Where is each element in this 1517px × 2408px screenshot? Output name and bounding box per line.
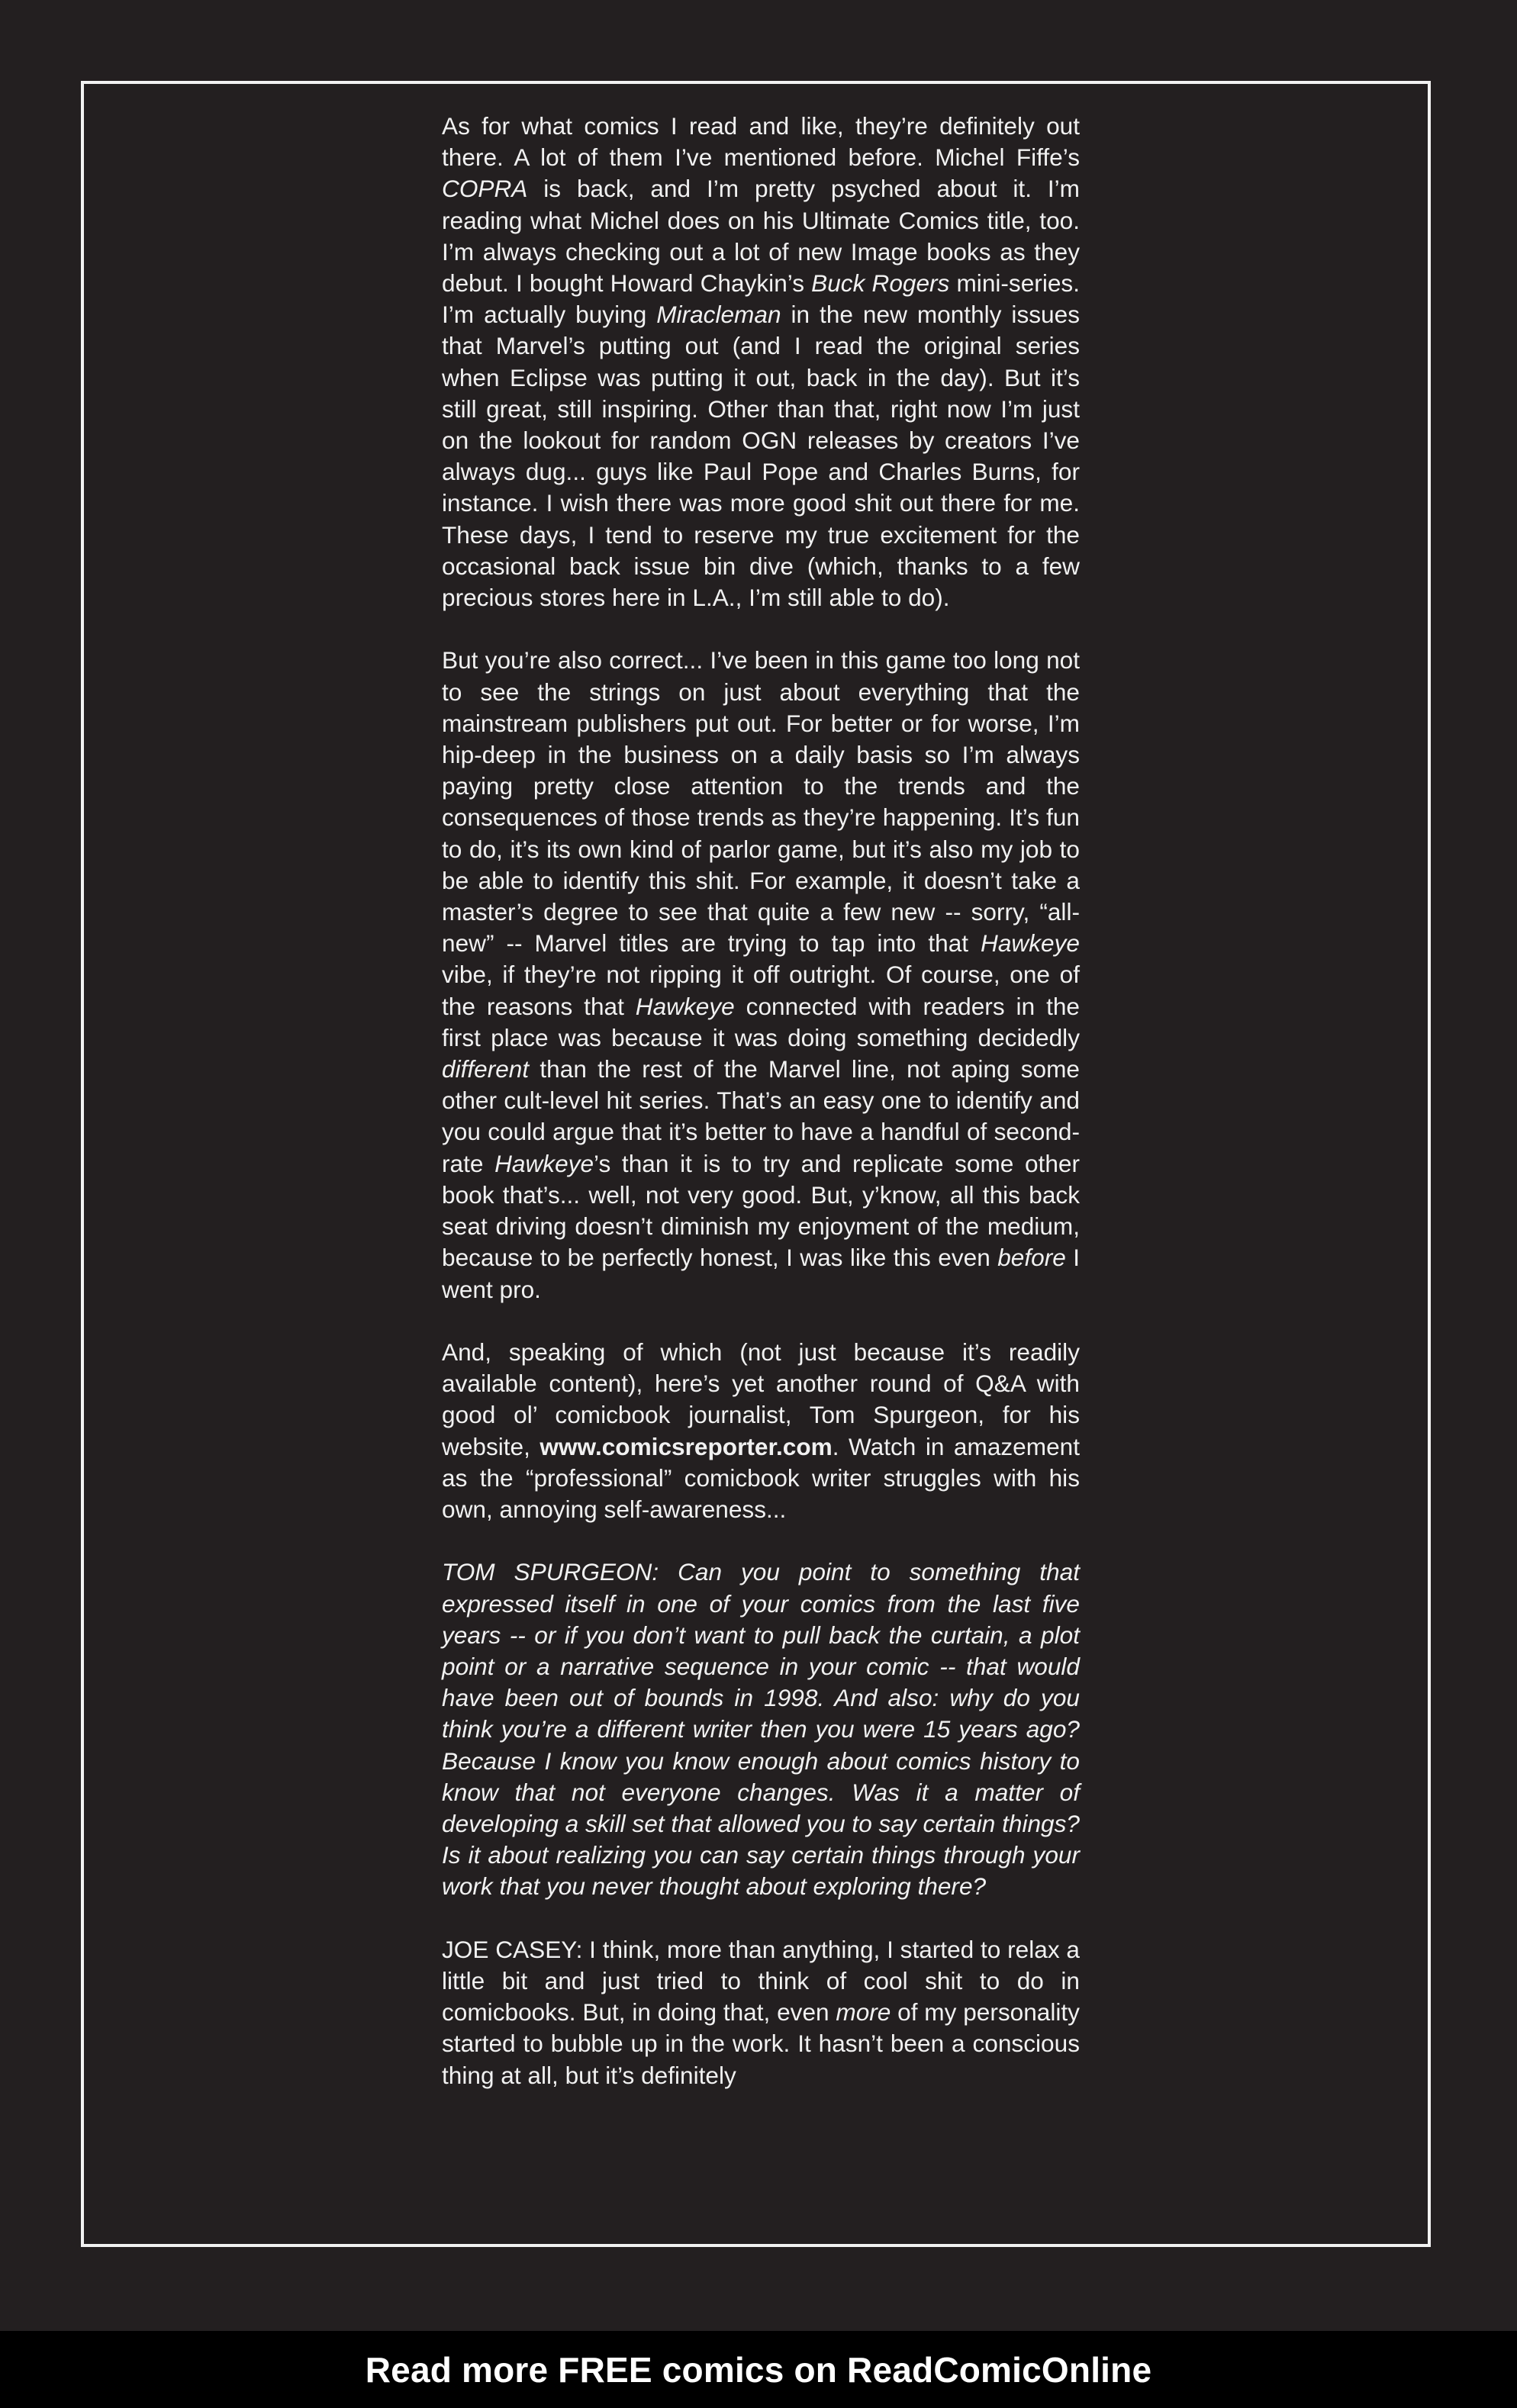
title-hawkeye: Hawkeye: [494, 1149, 594, 1177]
text-run: connected with readers in the first place was because it was doing something decidedly: [442, 992, 1080, 1051]
text-run: of my personality started to bubble up in the work. It hasn’t been a conscious thing at all, but it’s definitely: [442, 1998, 1080, 2089]
text-run: As for what comics I read and like, they’re definitely out there. A lot of them I’ve mentioned before. Michel Fiffe’s: [442, 112, 1080, 172]
text-run: mini-series. I’m actually buying: [442, 269, 1080, 329]
text-run: And, speaking of which (not just because it’s readily available content), here’s yet another round of Q&A with good ol’ comicbook journalist, Tom Spurgeon, for his website,: [442, 1338, 1080, 1460]
text-run: ’s than it is to try and replicate some other book that’s... well, not very good. But, y’know, all this back seat driving doesn’t diminish my enjoyment of the medium, because to be perfectly honest, I was like this even: [442, 1149, 1081, 1272]
title-hawkeye: Hawkeye: [635, 992, 735, 1020]
emphasis-before: before: [997, 1244, 1066, 1272]
text-run: JOE CASEY: I think, more than anything, I started to relax a little bit and just tried to think of cool shit to do in comicbooks. But, in doing that, even: [442, 1935, 1080, 2027]
interview-answer: [442, 1934, 1080, 2091]
title-hawkeye: Hawkeye: [981, 929, 1080, 958]
interview-question: TOM SPURGEON: Can you point to something that expressed itself in one of your comics from the last five years -- or if you don’t want to pull back the curtain, a plot point or a narrative sequence in your comic -- that would have been out of bounds in 1998. And also: why do you think you’re a different writer then you were 15 years ago? Because I know you know enough about comics history to know that not everyone changes. Was it a matter of developing a skill set that allowed you to say certain things? Is it about realizing you can say certain things through your work that you never thought about exploring there?: [442, 1558, 1080, 1901]
article-column: [442, 111, 1080, 2091]
title-buck-rogers: Buck Rogers: [811, 269, 950, 298]
title-miracleman: Miracleman: [656, 301, 781, 329]
emphasis-more: more: [836, 1998, 891, 2027]
paragraph-interview-intro: [442, 1337, 1080, 1525]
text-run: than the rest of the Marvel line, not aping some other cult-level hit series. That’s an easy one to identify and you could argue that it’s better to have a handful of second-rate: [442, 1055, 1080, 1177]
text-run: . Watch in amazement as the “professional” comicbook writer struggles with his own, annoying self-awareness...: [442, 1432, 1080, 1523]
footer-banner: [0, 2331, 1517, 2408]
text-run: is back, and I’m pretty psyched about it. I’m reading what Michel does on his Ultimate Comics title, too. I’m always checking out a lot of new Image books as they debut. I bought Howard Chaykin’s: [442, 175, 1080, 298]
emphasis-different: different: [442, 1055, 530, 1083]
title-copra: COPRA: [442, 175, 528, 203]
text-run: I went pro.: [442, 1244, 1080, 1303]
website-url: www.comicsreporter.com: [539, 1432, 833, 1460]
read-more-link[interactable]: Read more FREE comics on ReadComicOnline: [365, 2349, 1152, 2390]
paragraph-reading-list: [442, 111, 1080, 613]
text-run: vibe, if they’re not ripping it off outright. Of course, one of the reasons that: [442, 961, 1080, 1020]
text-run: in the new monthly issues that Marvel’s putting out (and I read the original series when Eclipse was putting it out, back in the day). But it’s still great, still inspiring. Other than that, right now I’m just on the lookout for random OGN releases by creators I’ve always dug... guys like Paul Pope and Charles Burns, for instance. I wish there was more good shit out there for me. These days, I tend to reserve my true excitement for the occasional back issue bin dive (which, thanks to a few precious stores here in L.A., I’m still able to do).: [442, 301, 1080, 612]
paragraph-industry-trends: [442, 645, 1080, 1305]
text-run: But you’re also correct... I’ve been in this game too long not to see the strings on just about everything that the mainstream publishers put out. For better or for worse, I’m hip-deep in the business on a daily basis so I’m always paying pretty close attention to the trends and the consequences of those trends as they’re happening. It’s fun to do, it’s its own kind of parlor game, but it’s also my job to be able to identify this shit. For example, it doesn’t take a master’s degree to see that quite a few new -- sorry, “all-new” -- Marvel titles are trying to tap into that: [442, 646, 1080, 958]
